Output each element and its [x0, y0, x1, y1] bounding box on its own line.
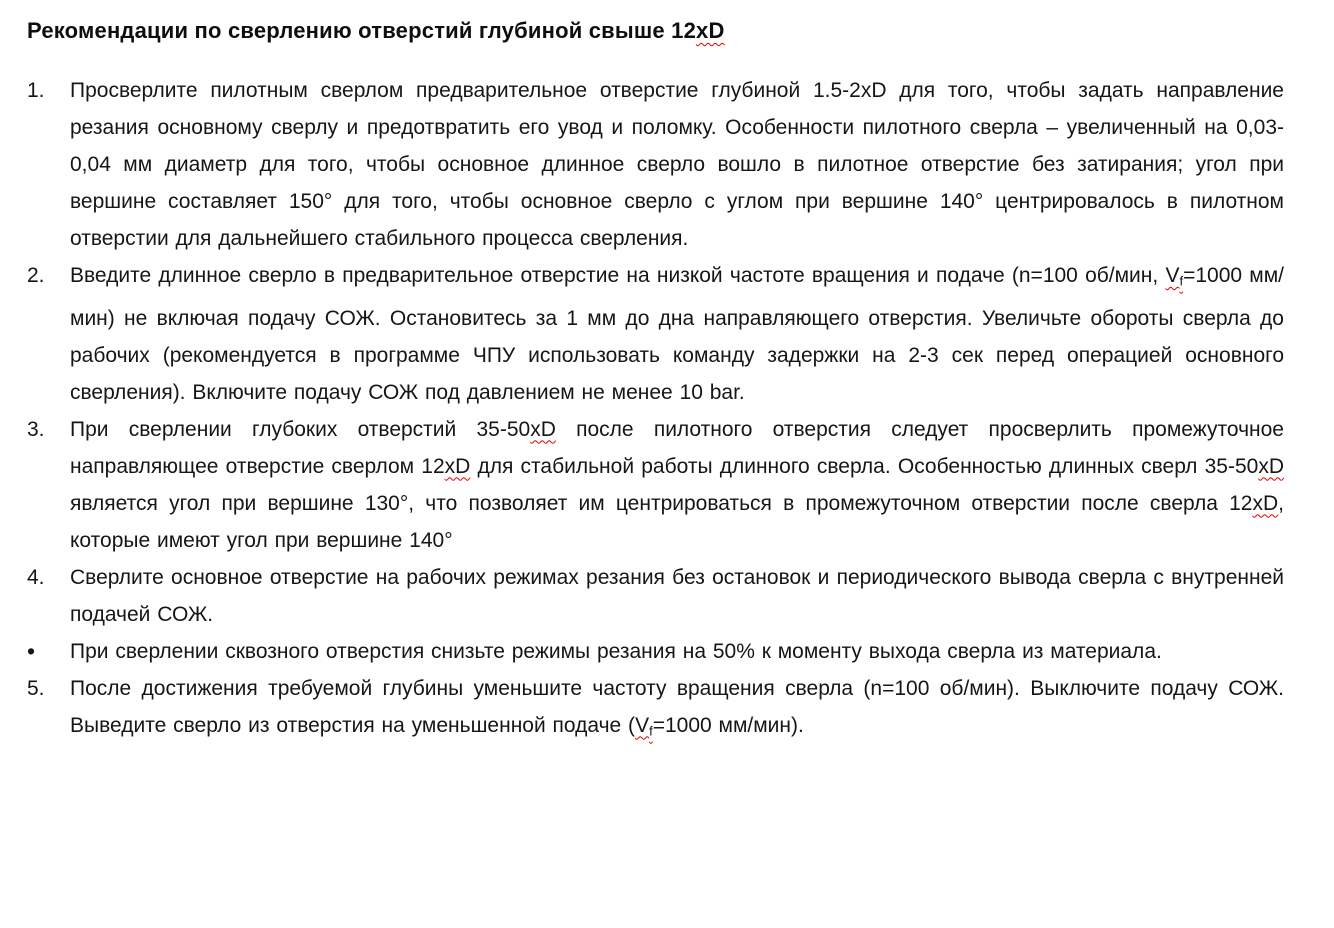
list-item-number: 1. [27, 79, 45, 102]
list-item-bullet: • [27, 637, 36, 664]
list-item-text [70, 257, 1291, 411]
list-item-text [70, 411, 1291, 559]
misspelled-text: xD [696, 18, 725, 43]
list-item-number: 4. [27, 565, 45, 589]
text-run: является угол при вершине 130°, что позволяет им центрироваться в промежуточном отверстии после сверла 12 [70, 454, 1291, 515]
text-run: После достижения требуемой глубины уменьшите частоту вращения сверла (n=100 об/мин). Выключите подачу СОЖ. Выведите сверло из отверстия на уменьшенной подаче ( [70, 676, 1291, 737]
document-title [27, 16, 1284, 46]
list-item [27, 633, 1284, 670]
text-run: =1000 мм/мин). [652, 713, 804, 737]
text-run: , которые имеют угол при вершине 140° [70, 491, 1291, 552]
text-run: При сверлении сквозного отверстия снизьте режимы резания на 50% к моменту выхода сверла из материала. [70, 639, 1162, 663]
text-run: Просверлите пилотным сверлом предварительное отверстие глубиной 1.5-2xD для того, чтобы задать направление резания основному сверлу и предотвратить его увод и поломку. Особенности пилотного сверла – увеличенный на 0,03-0,04 мм диаметр для того, чтобы основное длинное сверло вошло в пилотное отверстие без затирания; угол при вершине составляет 150° для того, чтобы основное сверло с углом при вершине 140° центрировалось в пилотном отверстии для дальнейшего стабильного процесса сверления. [70, 79, 1291, 250]
list-item-text [70, 559, 1291, 633]
text-run: При сверлении глубоких отверстий 35-50 [70, 417, 531, 441]
list-item [27, 411, 1291, 559]
text-run: =1000 мм/мин) не включая подачу СОЖ. Остановитесь за 1 мм до дна направляющего отверстия. Увеличьте обороты сверла до рабочих (рекомендуется в программе ЧПУ использовать команду задержки на 2-3 сек перед операцией основного сверления). Включите подачу СОЖ под давлением не менее 10 bar. [70, 264, 1291, 404]
list-item [27, 257, 1291, 411]
misspelled-text: xD [1258, 454, 1284, 478]
list-item-number: 5. [27, 676, 45, 700]
text-run: Сверлите основное отверстие на рабочих режимах резания без остановок и периодического вывода сверла с внутренней подачей СОЖ. [70, 565, 1291, 626]
misspelled-text: xD [1252, 491, 1279, 515]
list-item-number: 3. [27, 417, 45, 441]
misspelled-text: xD [530, 417, 556, 441]
text-run: после пилотного отверстия следует просверлить промежуточное направляющее отверстие сверлом 12 [70, 417, 1291, 478]
list-item-number: 2. [27, 264, 45, 287]
text-run: Рекомендации по сверлению отверстий глубиной свыше 12 [27, 18, 697, 43]
misspelled-text: f [1179, 273, 1184, 289]
list-item [27, 670, 1291, 750]
list-item-text [70, 633, 1284, 670]
list-item-text [70, 670, 1291, 750]
list-item [27, 559, 1291, 633]
misspelled-text: f [649, 723, 653, 739]
list-item [27, 72, 1291, 257]
recommendations-list [27, 72, 1291, 749]
text-run: Введите длинное сверло в предварительное отверстие на низкой частоте вращения и подаче (n=100 об/мин, [70, 264, 1166, 287]
list-item-text [70, 72, 1291, 257]
misspelled-text: xD [444, 454, 471, 478]
misspelled-text: V [635, 713, 650, 737]
text-run: для стабильной работы длинного сверла. Особенностью длинных сверл 35-50 [470, 454, 1259, 478]
misspelled-text: V [1165, 264, 1180, 287]
